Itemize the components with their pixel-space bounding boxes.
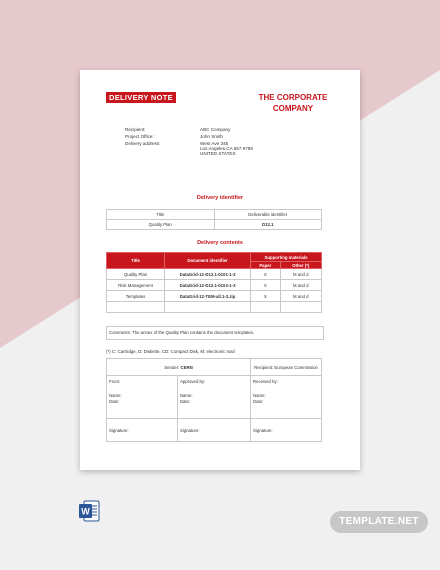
meta-label: Recipient: — [125, 127, 146, 132]
table-cell: D12.1 — [214, 220, 322, 230]
table-cell: Templates — [107, 291, 165, 302]
delivery-contents-title: Delivery contents — [197, 240, 243, 246]
table-header: Title — [107, 210, 215, 220]
received-cell — [251, 376, 322, 419]
table-row — [107, 376, 322, 419]
address-line: UNITED STATES — [200, 151, 236, 157]
col-other: Other (*) — [280, 262, 321, 269]
document-page — [80, 70, 360, 470]
table-cell — [251, 302, 280, 313]
received-label: Received by: — [253, 379, 278, 384]
delivery-note-badge: DELIVERY NOTE — [106, 92, 176, 103]
meta-label: Delivery address: — [125, 141, 161, 146]
table-cell — [280, 302, 321, 313]
table-row — [107, 269, 322, 280]
address-line: West Ave 345 — [200, 141, 229, 146]
sender-cell — [107, 359, 251, 376]
company-name-line1: THE CORPORATE — [258, 93, 328, 102]
comments-box: Comments: The annex of the Quality Plan contains the document templates. — [106, 326, 324, 340]
table-header-row — [107, 253, 322, 262]
signature-table — [106, 358, 322, 442]
table-header: Deliverable identifier — [214, 210, 322, 220]
col-paper: Paper — [251, 262, 280, 269]
company-name — [248, 92, 338, 114]
company-name-line2: COMPANY — [272, 104, 314, 113]
from-cell — [107, 376, 178, 419]
meta-value: ABC Company — [200, 127, 231, 132]
name-label: Name: — [109, 393, 122, 398]
sender-label: Sender: — [164, 364, 181, 370]
date-label: Date: — [179, 399, 191, 404]
table-cell: Quality Plan — [107, 269, 165, 280]
brand-badge[interactable]: TEMPLATE.NET — [330, 511, 428, 533]
table-cell: X — [251, 291, 280, 302]
table-cell: Risk Management — [107, 280, 165, 291]
table-row — [107, 359, 322, 376]
from-label: From: — [109, 379, 121, 384]
legend-note: (*) C: Cartridge, D: Diskette, CD: Compact Disk, M: electronic mail — [106, 349, 235, 354]
date-label: Date: — [109, 399, 120, 404]
word-icon[interactable] — [78, 500, 100, 522]
address-line: Los Angeles,CA 557 8788 — [200, 146, 253, 152]
approved-label: Approved by: — [179, 379, 206, 384]
table-cell: DataGrid-12-D12.1-0101-1-3 — [165, 269, 251, 280]
table-cell — [165, 302, 251, 313]
delivery-identifier-table — [106, 209, 322, 230]
recipient-cell: Recipient: European Commission — [251, 359, 322, 376]
table-row — [107, 419, 322, 442]
meta-value — [200, 141, 300, 157]
table-cell: Quality Plan — [107, 220, 215, 230]
delivery-identifier-title: Delivery identifier — [196, 195, 244, 201]
table-row — [107, 280, 322, 291]
table-cell: M and d — [280, 269, 321, 280]
signature-label: Signature: — [251, 419, 322, 442]
date-label: Date: — [253, 399, 264, 404]
table-cell: M and d — [280, 280, 321, 291]
table-cell: DataGrid-12-D12.1-0103-1-3 — [165, 280, 251, 291]
table-cell: M and d — [280, 291, 321, 302]
table-cell: DataGrid-12-TEM-all.1-3.zip — [165, 291, 251, 302]
table-row — [107, 220, 322, 230]
meta-value: John Smith — [200, 134, 223, 139]
table-cell: X — [251, 280, 280, 291]
table-row — [107, 210, 322, 220]
sender-value: CERN — [180, 364, 193, 370]
signature-label: Signature: — [107, 419, 178, 442]
table-row — [107, 302, 322, 313]
table-cell: X — [251, 269, 280, 280]
meta-label: Project Office: — [125, 134, 154, 139]
table-row — [107, 291, 322, 302]
name-label: Name: — [253, 393, 266, 398]
signature-label: Signature: — [177, 419, 250, 442]
table-cell — [107, 302, 165, 313]
col-supporting-materials: Supporting materials — [251, 253, 322, 262]
name-label: Name: — [179, 393, 193, 398]
approved-cell — [177, 376, 250, 419]
col-document-identifier: Document identifier — [165, 253, 251, 269]
col-title: Title — [107, 253, 165, 269]
word-letter: W — [81, 506, 90, 517]
delivery-contents-table — [106, 252, 322, 313]
